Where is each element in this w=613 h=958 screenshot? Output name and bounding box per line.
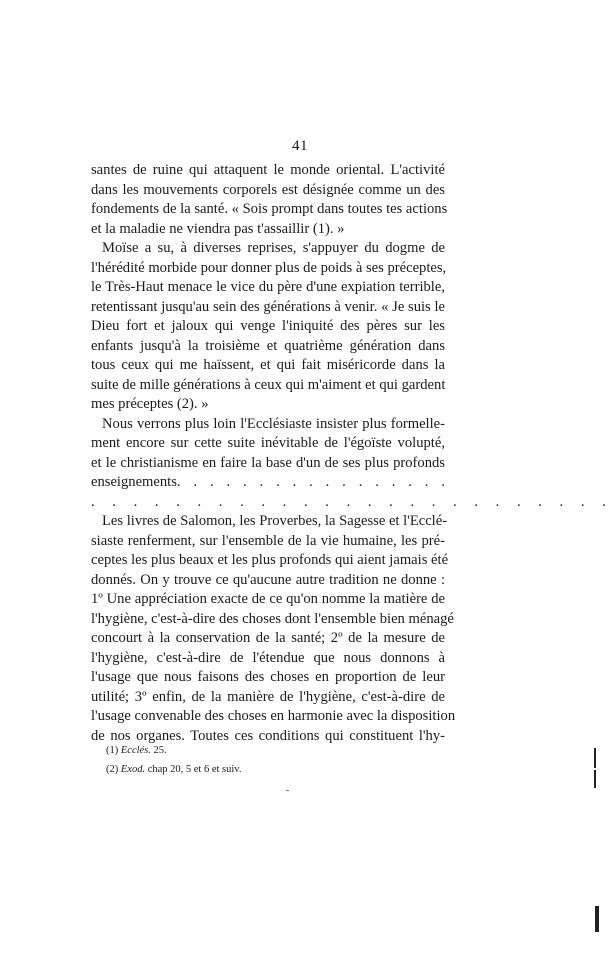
footnotes xyxy=(106,741,446,779)
text-line: et la maladie ne viendra pas t'assaillir (1). » xyxy=(91,220,345,237)
text-line: donnés. On y trouve ce qu'aucune autre tradition ne donne : xyxy=(91,571,445,588)
text-line: fondements de la santé. « Sois prompt dans toutes tes actions xyxy=(91,201,448,217)
text-line: concourt à la conservation de la santé; 2º de la mesure de xyxy=(91,630,445,646)
footnote-mark: (2) xyxy=(106,764,119,775)
text-line: et le christianisme en faire la base d'un de ses plus profonds xyxy=(91,454,445,471)
text-line: tous ceux qui me haïssent, et qui fait miséricorde dans la xyxy=(91,357,445,373)
footnote-mark: (1) xyxy=(106,745,119,756)
text-line: l'hygiène, c'est-à-dire de l'étendue que nous donnons à xyxy=(91,649,445,666)
ellipsis-line: . . . . . . . . . . . . . . . . . . . . . . . . . xyxy=(91,493,613,510)
text-line: ceptes les plus beaux et les plus profonds qui aient jamais été xyxy=(91,552,449,568)
footnote-detail: 25. xyxy=(153,745,167,756)
text-line: siaste renferment, sur l'ensemble de la vie humaine, les pré- xyxy=(91,532,445,549)
text-line: l'usage que nous faisons des choses en proportion de leur xyxy=(91,669,445,685)
body-text xyxy=(91,161,613,746)
text-line: Moïse a su, à diverses reprises, s'appuyer du dogme de xyxy=(102,240,445,256)
text-line: enfants jusqu'à la troisième et quatrième génération dans xyxy=(91,337,445,354)
footnote-1 xyxy=(106,741,446,760)
text-line: suite de mille générations à ceux qui m'aiment et qui gardent xyxy=(91,376,446,393)
text-line: santes de ruine qui attaquent le monde oriental. L'activité xyxy=(91,162,445,178)
text-line: Les livres de Salomon, les Proverbes, la Sagesse et l'Ecclé- xyxy=(102,513,448,529)
text-line: l'usage convenable des choses en harmonie avec la disposition xyxy=(91,708,456,724)
scan-speck xyxy=(286,790,289,791)
text-line: de nos organes. Toutes ces conditions qui constituent l'hy- xyxy=(91,727,445,744)
scan-edge-mark xyxy=(594,770,596,788)
scan-edge-mark xyxy=(594,748,596,768)
text-line: l'hérédité morbide pour donner plus de poids à ses préceptes, xyxy=(91,259,447,276)
text-line: enseignements. . . . . . . . . . . . . . . . . xyxy=(91,474,445,490)
footnote-source: Ecclés. xyxy=(120,745,151,756)
text-line: ment encore sur cette suite inévitable de l'égoïste volupté, xyxy=(91,435,445,451)
text-line: l'hygiène, c'est-à-dire des choses dont l'ensemble bien ménagé xyxy=(91,610,454,627)
footnote-source: Exod. xyxy=(120,764,146,775)
text-line: 1º Une appréciation exacte de ce qu'on nomme la matière de xyxy=(91,591,445,607)
scan-edge-mark xyxy=(595,906,599,932)
text-line: dans les mouvements corporels est désignée comme un des xyxy=(91,181,445,198)
text-line: Nous verrons plus loin l'Ecclésiaste insister plus formelle- xyxy=(102,415,445,432)
footnote-detail: chap 20, 5 et 6 et suiv. xyxy=(147,764,242,775)
text-line: retentissant jusqu'au sein des générations à venir. « Je suis le xyxy=(91,298,445,315)
text-line: mes préceptes (2). » xyxy=(91,396,209,412)
text-line: le Très-Haut menace le vice du père d'une expiation terrible, xyxy=(91,279,445,295)
page-number: 41 xyxy=(292,138,308,154)
footnote-2 xyxy=(106,760,446,779)
text-line: Dieu fort et jaloux qui venge l'iniquité des pères sur les xyxy=(91,318,445,334)
text-line: utilité; 3º enfin, de la manière de l'hygiène, c'est-à-dire de xyxy=(91,688,445,705)
